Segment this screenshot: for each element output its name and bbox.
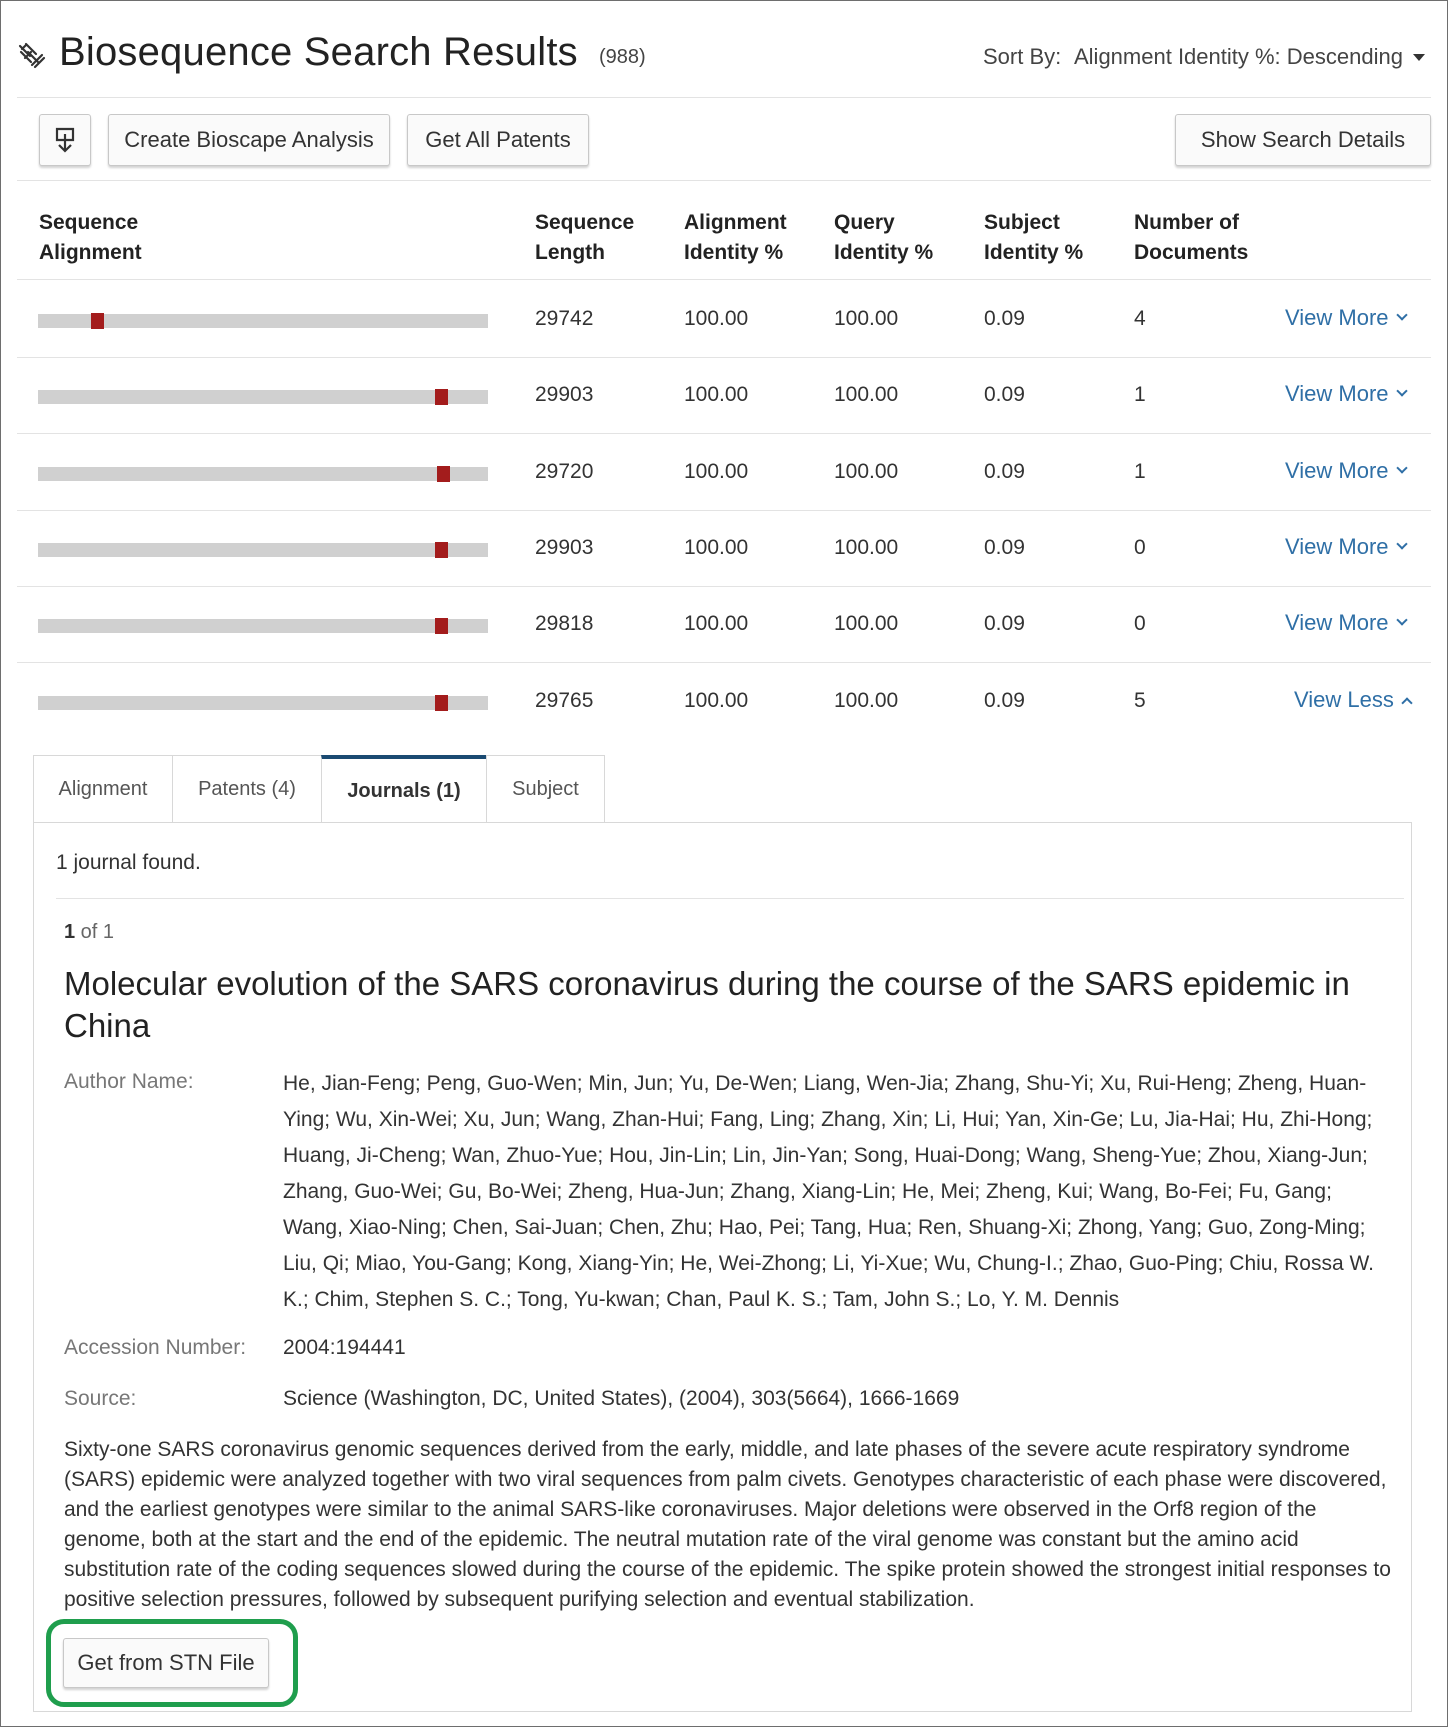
get-all-patents-button[interactable]: Get All Patents: [407, 114, 589, 166]
page-header: [17, 26, 1431, 98]
query-identity: 100.00: [834, 307, 899, 330]
number-of-documents: 4: [1134, 307, 1146, 330]
query-identity: 100.00: [834, 689, 899, 712]
alignment-marker: [91, 313, 104, 329]
alignment-bar: [38, 543, 488, 557]
alignment-bar: [38, 390, 488, 404]
tab-patents[interactable]: Patents (4): [172, 755, 322, 823]
column-header-sequence-alignment[interactable]: Sequence Alignment: [39, 211, 142, 264]
alignment-bar: [38, 467, 488, 481]
table-row: [17, 511, 1431, 587]
chevron-down-icon: [1396, 462, 1407, 473]
tab-journals[interactable]: Journals (1): [321, 755, 487, 823]
column-header-sequence-length[interactable]: Sequence Length: [535, 211, 635, 264]
caret-down-icon[interactable]: [1413, 54, 1425, 61]
table-row: [17, 282, 1431, 358]
number-of-documents: 1: [1134, 383, 1146, 406]
journal-abstract: Sixty-one SARS coronavirus genomic sequences derived from the early, middle, and late phases of the severe acute respiratory syndrome (SARS) epidemic were analyzed together with two viral sequences from palm civets. Genotypes characteristic of each phase were discovered, and the earliest genotypes were similar to the animal SARS-like coronaviruses. Major deletions were observed in the Orf8 region of the genome, both at the start and the end of the epidemic. The neutral mutation rate of the viral genome was constant but the amino acid substitution rate of the coding sequences slowed during the course of the epidemic. The spike protein showed the strongest initial responses to positive selection pressures, followed by subsequent purifying selection and eventual stabilization.: [64, 1438, 1391, 1611]
table-row: [17, 587, 1431, 663]
accession-label: Accession Number:: [64, 1336, 247, 1359]
view-more-link[interactable]: [1285, 305, 1406, 331]
number-of-documents: 1: [1134, 460, 1146, 483]
chevron-down-icon: [1396, 538, 1407, 549]
alignment-marker: [435, 618, 448, 634]
tab-subject[interactable]: Subject: [486, 755, 605, 823]
sequence-length: 29903: [535, 383, 594, 406]
view-more-label: View More: [1285, 305, 1389, 330]
alignment-marker: [435, 389, 448, 405]
view-more-link[interactable]: [1285, 534, 1406, 560]
alignment-bar: [38, 696, 488, 710]
pager-total: of 1: [75, 921, 115, 943]
toolbar: [17, 99, 1431, 181]
table-row: [17, 435, 1431, 511]
alignment-marker: [435, 695, 448, 711]
sequence-length: 29818: [535, 612, 594, 635]
query-identity: 100.00: [834, 536, 899, 559]
column-header-query-identity[interactable]: Query Identity %: [834, 211, 934, 264]
author-label: Author Name:: [64, 1070, 194, 1093]
number-of-documents: 5: [1134, 689, 1146, 712]
chevron-down-icon: [1396, 385, 1407, 396]
subject-identity: 0.09: [984, 307, 1025, 330]
result-count: (988): [599, 46, 646, 68]
column-header-alignment-identity[interactable]: Alignment Identity %: [684, 211, 787, 264]
subject-identity: 0.09: [984, 536, 1025, 559]
number-of-documents: 0: [1134, 536, 1146, 559]
tab-alignment[interactable]: Alignment: [33, 755, 173, 823]
column-header-subject-identity[interactable]: Subject Identity %: [984, 211, 1084, 264]
sort-label: Sort By:: [983, 44, 1062, 69]
column-header-number-of-documents[interactable]: Number of Documents: [1134, 211, 1249, 264]
get-from-stn-file-button[interactable]: Get from STN File: [63, 1638, 269, 1688]
alignment-identity: 100.00: [684, 612, 749, 635]
query-identity: 100.00: [834, 460, 899, 483]
alignment-identity: 100.00: [684, 460, 749, 483]
sequence-length: 29742: [535, 307, 594, 330]
view-more-link[interactable]: [1285, 458, 1406, 484]
pager: [64, 921, 114, 944]
journals-panel: [33, 822, 1412, 1712]
divider: [56, 898, 1404, 899]
alignment-marker: [437, 466, 450, 482]
view-less-link[interactable]: [1294, 687, 1411, 713]
sequence-length: 29765: [535, 689, 594, 712]
alignment-identity: 100.00: [684, 536, 749, 559]
sequence-length: 29720: [535, 460, 594, 483]
chevron-down-icon: [1396, 309, 1407, 320]
source-value: Science (Washington, DC, United States), (2004), 303(5664), 1666-1669: [283, 1387, 960, 1410]
download-icon: [53, 126, 77, 154]
journal-found-text: 1 journal found.: [56, 851, 201, 874]
author-list: He, Jian-Feng; Peng, Guo-Wen; Min, Jun; Yu, De-Wen; Liang, Wen-Jia; Zhang, Shu-Yi; Xu, Rui-Heng; Zheng, Huan-Ying; Wu, Xin-Wei; Xu, Jun; Wang, Zhan-Hui; Fang, Ling; Zhang, Xin; Li, Hui; Yan, Xin-Ge; Lu, Jia-Hai; Hu, Zhi-Hong; Huang, Ji-Cheng; Wan, Zhuo-Yue; Hou, Jin-Lin; Lin, Jin-Yan; Song, Huai-Dong; Wang, Sheng-Yue; Zhou, Xiang-Jun; Zhang, Guo-Wei; Gu, Bo-Wei; Zheng, Hua-Jun; Zhang, Xiang-Lin; He, Mei; Zheng, Kui; Wang, Bo-Fei; Fu, Gang; Wang, Xiao-Ning; Chen, Sai-Juan; Chen, Zhu; Hao, Pei; Tang, Hua; Ren, Shuang-Xi; Zhong, Yang; Guo, Zong-Ming; Liu, Qi; Miao, You-Gang; Kong, Xiang-Yin; He, Wei-Zhong; Li, Yi-Xue; Wu, Chung-I.; Zhao, Guo-Ping; Chiu, Rossa W. K.; Chim, Stephen S. C.; Tong, Yu-kwan; Chan, Paul K. S.; Tam, John S.; Lo, Y. M. Dennis: [283, 1072, 1374, 1311]
view-more-label: View More: [1285, 381, 1389, 406]
number-of-documents: 0: [1134, 612, 1146, 635]
pager-current: 1: [64, 921, 76, 943]
table-row: [17, 358, 1431, 434]
view-more-link[interactable]: [1285, 610, 1406, 636]
subject-identity: 0.09: [984, 383, 1025, 406]
results-table-header: [17, 182, 1431, 280]
sequence-length: 29903: [535, 536, 594, 559]
source-label: Source:: [64, 1387, 137, 1410]
view-more-link[interactable]: [1285, 381, 1406, 407]
alignment-identity: 100.00: [684, 307, 749, 330]
query-identity: 100.00: [834, 612, 899, 635]
view-more-label: View More: [1285, 610, 1389, 635]
show-search-details-button[interactable]: Show Search Details: [1175, 114, 1431, 166]
view-more-label: View More: [1285, 534, 1389, 559]
chevron-down-icon: [1396, 614, 1407, 625]
alignment-marker: [435, 542, 448, 558]
table-row-expanded: [17, 664, 1431, 740]
alignment-identity: 100.00: [684, 383, 749, 406]
biosequence-helix-icon: [17, 40, 47, 70]
page-title: Biosequence Search Results: [59, 30, 578, 74]
chevron-up-icon: [1401, 697, 1412, 708]
create-bioscape-analysis-button[interactable]: Create Bioscape Analysis: [108, 114, 390, 166]
alignment-identity: 100.00: [684, 689, 749, 712]
subject-identity: 0.09: [984, 460, 1025, 483]
sort-dropdown[interactable]: Alignment Identity %: Descending: [1074, 44, 1403, 69]
journal-title[interactable]: Molecular evolution of the SARS coronavirus during the course of the SARS epidemic in China: [64, 965, 1350, 1044]
subject-identity: 0.09: [984, 612, 1025, 635]
view-more-label: View More: [1285, 458, 1389, 483]
query-identity: 100.00: [834, 383, 899, 406]
view-less-label: View Less: [1294, 687, 1394, 712]
subject-identity: 0.09: [984, 689, 1025, 712]
download-button[interactable]: [39, 114, 91, 166]
accession-number: 2004:194441: [283, 1336, 406, 1359]
alignment-bar: [38, 619, 488, 633]
alignment-bar: [38, 314, 488, 328]
